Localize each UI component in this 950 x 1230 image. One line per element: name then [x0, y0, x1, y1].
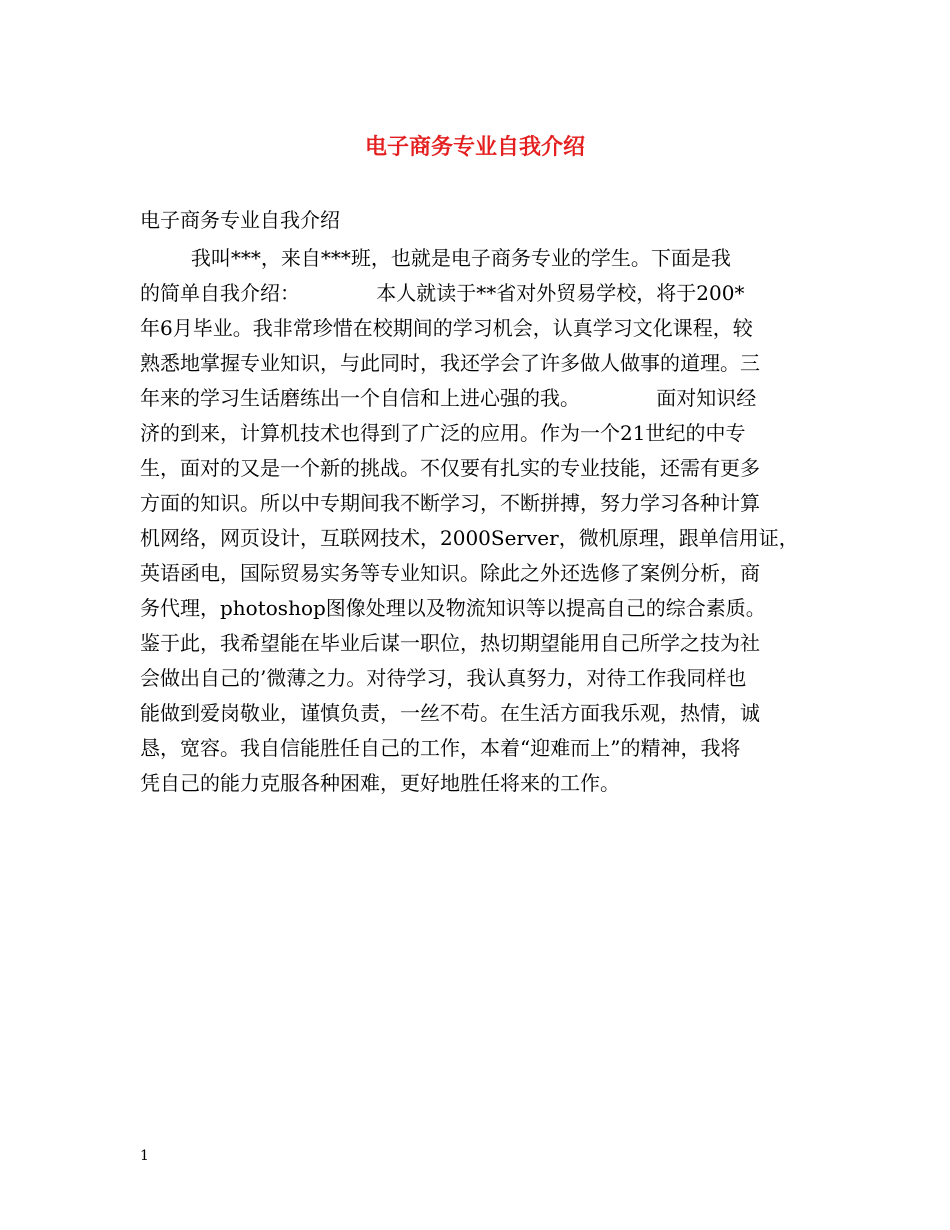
body-line: 方面的知识。所以中专期间我不断学习，不断拼搏，努力学习各种计算: [140, 491, 760, 515]
document-body: [140, 241, 812, 801]
body-line: 年6月毕业。我非常珍惜在校期间的学习机会，认真学习文化课程，较: [140, 316, 753, 340]
document-subtitle: 电子商务专业自我介绍: [140, 208, 340, 232]
document-title: 电子商务专业自我介绍: [364, 134, 585, 160]
body-line: 恳，宽容。我自信能胜任自己的工作，本着“迎难而上”的精神，我将: [140, 736, 741, 760]
body-line: 机网络，网页设计，互联网技术，2000Server，微机原理，跟单信用证，: [140, 526, 799, 550]
body-line: 会做出自己的’微薄之力。对待学习，我认真努力，对待工作我同样也: [140, 666, 747, 690]
body-line: 英语函电，国际贸易实务等专业知识。除此之外还选修了案例分析，商: [140, 561, 760, 585]
body-line: 鉴于此，我希望能在毕业后谋一职位，热切期望能用自己所学之技为社: [140, 631, 760, 655]
body-line: 的简单自我介绍： 本人就读于**省对外贸易学校，将于200*: [140, 281, 745, 305]
body-line: 我叫***，来自***班，也就是电子商务专业的学生。下面是我: [140, 246, 731, 270]
body-line: 务代理，photoshop图像处理以及物流知识等以提高自己的综合素质。: [140, 596, 766, 620]
body-line: 凭自己的能力克服各种困难，更好地胜任将来的工作。: [140, 771, 620, 795]
body-line: 生，面对的又是一个新的挑战。不仅要有扎实的专业技能，还需有更多: [140, 456, 760, 480]
body-line: 熟悉地掌握专业知识，与此同时，我还学会了许多做人做事的道理。三: [140, 351, 760, 375]
body-line: 济的到来，计算机技术也得到了广泛的应用。作为一个21世纪的中专: [140, 421, 746, 445]
body-line: 能做到爱岗敬业，谨慎负责，一丝不苟。在生活方面我乐观，热情，诚: [140, 701, 760, 725]
body-line: 年来的学习生话磨练出一个自信和上进心强的我。 面对知识经: [140, 386, 757, 410]
page-number: 1: [140, 1148, 149, 1164]
